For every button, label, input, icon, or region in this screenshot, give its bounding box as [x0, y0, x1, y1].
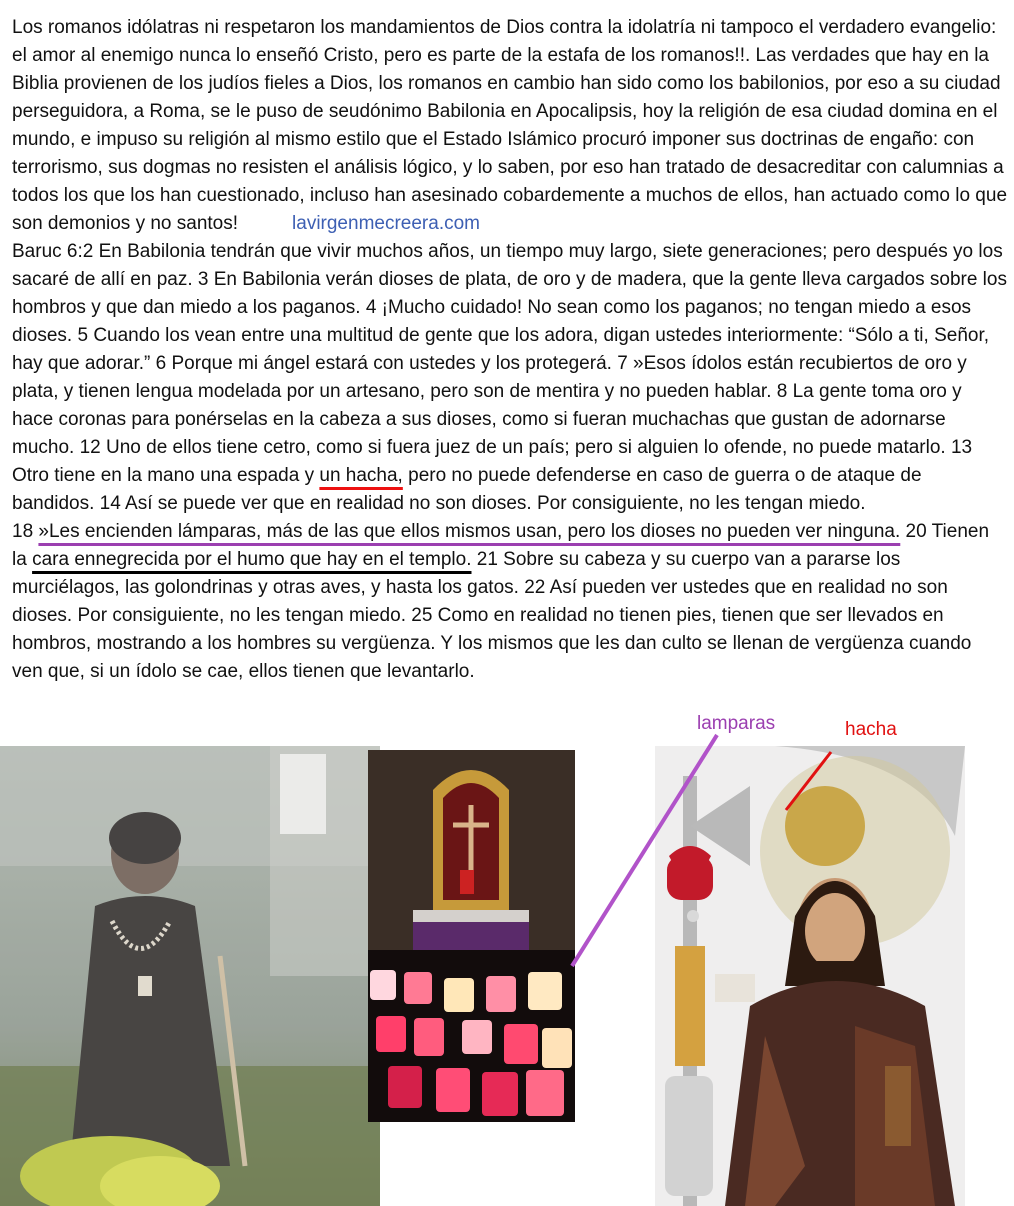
baruc-text-3: 21 Sobre su cabeza y su cuerpo van a pararse los murciélagos, las golondrinas y otras aves, y hasta los gatos. 22 Así pueden ver ustedes que en realidad no son dioses. Por consiguiente, no les tengan miedo. 25 Como en realidad no tienen pies, tienen que ser llevados en hombros, mostrando a los hombres su vergüenza. Y los mismos que les dan culto se llenan de vergüenza cuando ven que, si un ídolo se cae, ellos tienen que levantarlo.	[12, 549, 972, 682]
verse-20-start: 20 Tienen la	[12, 521, 990, 570]
underlined-hacha: un hacha,	[319, 465, 403, 486]
hacha-pointer-line	[786, 752, 831, 810]
label-lamparas: lamparas	[697, 713, 776, 734]
verse-number-18: 18	[12, 521, 39, 542]
watermark-url[interactable]: lavirgenmecreera.com	[292, 213, 480, 234]
underlined-lamparas: »Les encienden lámparas, más de las que ellos mismos usan, pero los dioses no pueden ver ninguna.	[38, 521, 901, 542]
intro-text: Los romanos idólatras ni respetaron los mandamientos de Dios contra la idolatría ni tampoco el verdadero evangelio: el amor al enemigo nunca lo enseñó Cristo, pero es parte de la estafa de los romanos!!. Las verdades que hay en la Biblia provienen de los judíos fieles a Dios, los romanos en cambio han sido como los babilonios, por eso a su ciudad perseguidora, a Roma, se le puso de seudónimo Babilonia en Apocalipsis, hoy la religión de esa ciudad domina en el mundo, e impuso su religión al mismo estilo que el Estado Islámico procuró imponer sus doctrinas de engaño: con terrorismo, sus dogmas no resisten el análisis lógico, y lo saben, por eso han tratado de desacreditar con calumnias a todos los que los han cuestionado, incluso han asesinado cobardemente a muchos de ellos, han actuado como lo que son demonios y no santos!	[12, 17, 1008, 234]
lamparas-pointer-line	[572, 735, 717, 966]
baruc-text-1: Baruc 6:2 En Babilonia tendrán que vivir muchos años, un tiempo muy largo, siete generaciones; pero después yo los sacaré de allí en paz. 3 En Babilonia verán dioses de plata, de oro y de madera, que la gente lleva cargados sobre los hombros y que dan miedo a los paganos. 4 ¡Mucho cuidado! No sean como los paganos; no tengan miedo a esos dioses. 5 Cuando los vean entre una multitud de gente que los adora, digan ustedes interiormente: “Sólo a ti, Señor, hay que adorar.” 6 Porque mi ángel estará con ustedes y los protegerá. 7 »Esos ídolos están recubiertos de oro y plata, y tienen lengua modelada por un artesano, pero son de mentira y no pueden hablar. 8 La gente toma oro y hace coronas para ponérselas en la cabeza a sus dioses, como si fueran muchachas que gustan de adornarse mucho. 12 Uno de ellos tiene cetro, como si fuera juez de un país; pero si alguien lo ofende, no puede matarlo. 13 Otro tiene en la mano una espada y	[12, 241, 1007, 486]
baruc-text-2: pero no puede defenderse en caso de guerra o de ataque de bandidos. 14 Así se puede ver que en realidad no son dioses. Por consiguiente, no les tengan miedo.	[12, 465, 922, 514]
label-hacha: hacha	[845, 719, 897, 740]
underlined-humo: cara ennegrecida por el humo que hay en el templo.	[32, 549, 472, 570]
